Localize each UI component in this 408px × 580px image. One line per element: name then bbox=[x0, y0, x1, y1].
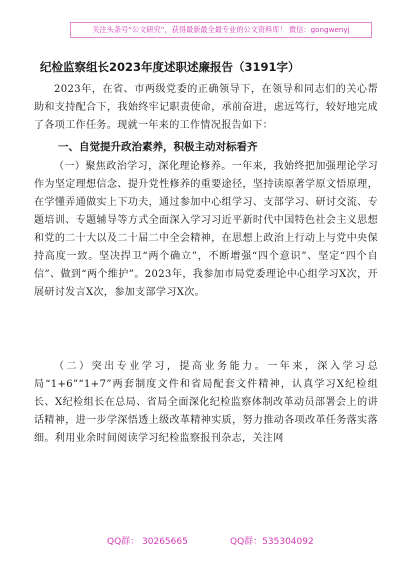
body-paragraph-1: （一）聚焦政治学习，深化理论修养。一年来，我始终把加强理论学习作为坚定理想信念、提升党性修养的重要途径，坚持读原著学原文悟原理，在学懂弄通做实上下功夫，通过参加中心组学习、支部学习、研讨交流、专题培训、专题辅导等方式全面深入学习习近平新时代中国特色社会主义思想和党的二十大以及二十届二中全会精神，在思想上政治上行动上与党中央保持高度一致。坚决捍卫“两个确立”，不断增强“四个意识”、坚定“四个自信”、做到“两个维护”。2023年，我参加市局党委理论中心组学习X次，开展研讨发言X次，参加支部学习X次。 bbox=[34, 161, 378, 298]
footer-qq-group-1: QQ群： 30265665 bbox=[107, 537, 188, 547]
document-title: 纪检监察组长2023年度述职述廉报告（3191字） bbox=[40, 60, 300, 74]
footer bbox=[0, 535, 408, 549]
header-banner: 关注头条号“公文研究”，获得最新最全最专业的公文资料库！ 微信：gongwenyj bbox=[70, 22, 372, 38]
intro-paragraph: 2023年，在省、市两级党委的正确领导下，在领导和同志们的关心帮助和支持配合下，我始终牢记职责使命，承前奋进，虑远笃行，较好地完成了各项工作任务。现就一年来的工作情况报告如下： bbox=[34, 84, 378, 131]
section-heading: 一、自觉提升政治素养，积极主动对标看齐 bbox=[58, 141, 258, 153]
body-paragraph-2: （二）突出专业学习，提高业务能力。一年来，深入学习总局“1+6”“1+7”两套制度文件和省局配套文件精神，认真学习X纪检组长、X纪检组长在总局、省局全面深化纪检监察体制改革动员部署会上的讲话精神，进一步学深悟透上级改革精神实质，努力推动各项改革任务落实落细。利用业余时间阅读学习纪检监察报刊杂志，关注网 bbox=[34, 361, 378, 444]
footer-qq-group-2: QQ群：535304092 bbox=[230, 537, 314, 547]
